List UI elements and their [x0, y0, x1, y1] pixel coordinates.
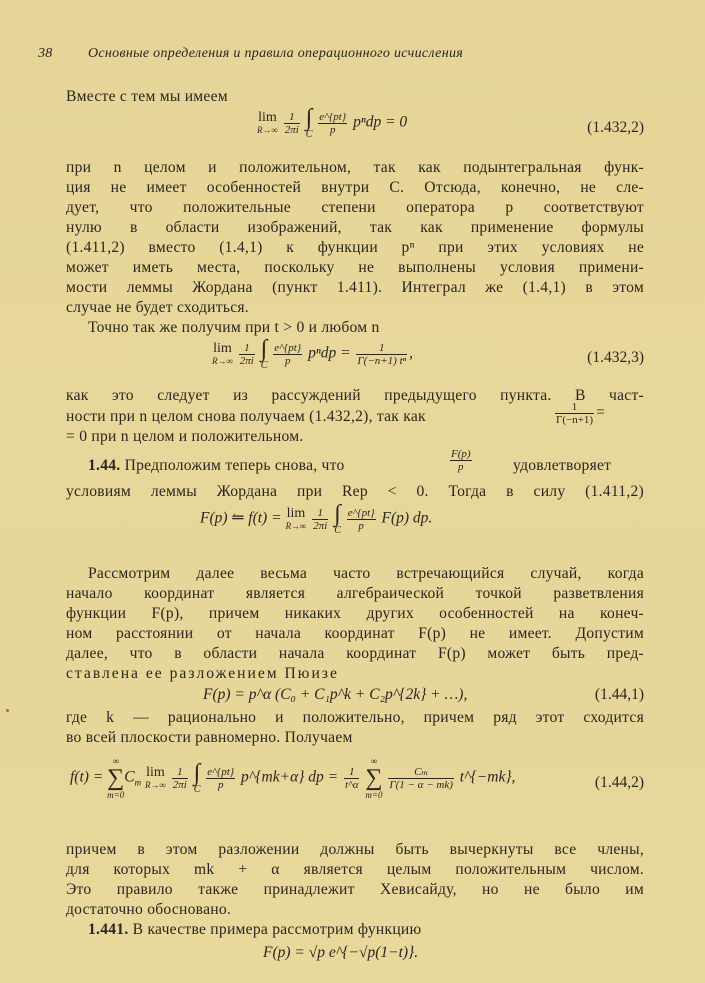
text-line: условиям леммы Жордана при Rep < 0. Тогда в силу (1.411,2) — [66, 483, 644, 500]
sum-sign: ∞ ∑ m=0 — [107, 756, 125, 800]
text-line: Точно так же получим при t > 0 и любом n — [88, 319, 380, 336]
text-line: где k — рационально и положительно, причем ряд этот сходится — [66, 709, 644, 726]
integrand-fraction: $\frac{e\^{}\{pt\}}{p}$ — [319, 110, 347, 136]
equation-1-441: F(p) = √p e^{−√p(1−t)}. — [263, 944, 419, 961]
text-line: удовлетворяет — [513, 457, 612, 474]
text-line: ставлена ее разложением Пюизе — [66, 665, 339, 682]
fraction: $\frac{1}{2\pi i}$ — [239, 341, 254, 367]
integral-sign: ∫ C — [334, 501, 341, 536]
equation-label: (1.44,2) — [594, 774, 644, 791]
inline-Fp-over-p: $\frac{F(p)}{p}$ — [451, 448, 471, 473]
limit-operator: lim R→∞ — [257, 110, 278, 135]
limit-operator: lim R→∞ — [285, 506, 307, 531]
text-line: для которых mk + α является целым положительным числом. — [66, 861, 644, 878]
text-line: дует, что положительные степени оператора p соответствуют — [66, 199, 644, 216]
sum-sign: ∞ ∑ m=0 — [365, 756, 383, 800]
text-line: Это правило также принадлежит Хевисайду, но не было им — [66, 881, 644, 898]
integral-sign: ∫ C — [305, 105, 313, 140]
text-line: начало координат является алгебраической точкой разветвления — [66, 585, 644, 602]
text-line: во всей плоскости равномерно. Получаем — [66, 729, 353, 746]
section-1-44-line: 1.44. Предположим теперь снова, что — [88, 457, 345, 474]
equation-label: (1.432,2) — [587, 119, 644, 136]
text-line: случае не будет сходиться. — [66, 299, 249, 316]
text-line: ция не имеет особенностей внутри C. Отсюда, конечно, не сле- — [66, 179, 644, 196]
margin-ink-mark — [6, 709, 9, 712]
text-line: причем в этом разложении должны быть вычеркнуты все члены, — [66, 841, 644, 858]
section-number: 1.441. — [88, 921, 129, 938]
paragraph-intro: Вместе с тем мы имеем — [66, 88, 228, 105]
text-line: далее, что в области начала координат F(p) может быть пред- — [66, 645, 644, 662]
equation-1-44-2: f(t) = ∞ ∑ m=0 $C_m$ lim R→∞ $\frac{1}{2\pi i}$ ∫ C $\frac{e\^{}\{pt\}}{p}$ p^{mk+α} dp = $\frac{1}{t\^{}\alpha}$ ∞ ∑ m=0 $\frac{\text{Cₘ}}{\Gamma(1 - \alpha - mk)}$ t^{−mk}, — [70, 756, 516, 800]
integrand-fraction: $\frac{e\^{}\{pt\}}{p}$ — [274, 341, 302, 367]
section-1-441-line: 1.441. В качестве примера рассмотрим функцию — [88, 921, 422, 938]
text-line: достаточно обосновано. — [66, 901, 232, 918]
fraction: $\frac{1}{2\pi i}$ — [284, 110, 299, 136]
rhs-fraction: $\frac{1}{\text{Γ(−n+1) tⁿ}}$ — [357, 341, 407, 367]
running-title: Основные определения и правила операционного исчисления — [88, 46, 464, 61]
equation-1-432-2: lim R→∞ $\frac{1}{2\pi i}$ ∫ C $\frac{e\^{}\{pt\}}{p}$ pⁿdp = 0 — [257, 105, 408, 140]
inline-gamma-fraction: $\frac{1}{\Gamma(-n+1)}$ = — [556, 401, 605, 426]
text-line: (1.411,2) вместо (1.4,1) к функции pⁿ при этих условиях не — [66, 239, 644, 256]
integral-sign: ∫ C — [193, 760, 201, 795]
text-line: = 0 при n целом и положительном. — [66, 428, 304, 445]
limit-operator: lim R→∞ — [144, 765, 166, 790]
text-line: при n целом и положительном, так как подынтегральная функ- — [66, 159, 644, 176]
text-line: функции F(p), причем никаких других особенностей на конеч- — [66, 605, 644, 622]
equation-1-432-3: lim R→∞ $\frac{1}{2\pi i}$ ∫ C $\frac{e\^{}\{pt\}}{p}$ pⁿdp = $\frac{1}{\text{Γ(−n+1) tⁿ}}$ , — [212, 336, 413, 371]
equation-label: (1.44,1) — [594, 686, 644, 703]
text-line: как это следует из рассуждений предыдущего пункта. В част- — [66, 387, 644, 404]
limit-operator: lim R→∞ — [212, 341, 233, 366]
integral-sign: ∫ C — [260, 336, 268, 371]
text-line: ности при n целом снова получаем (1.432,2), так как — [66, 408, 426, 425]
text-line: может иметь места, поскольку не выполнены условия примени- — [66, 259, 644, 276]
text-line: ном расстоянии от начала координат F(p) не имеет. Допустим — [66, 625, 644, 642]
equation-label: (1.432,3) — [587, 349, 644, 366]
page-number: 38 — [38, 46, 53, 61]
text-line: Рассмотрим далее весьма часто встречающийся случай, когда — [88, 565, 644, 582]
equation-1-44-1: F(p) = p^α (C₀ + C₁p^k + C₂p^{2k} + …), — [203, 686, 468, 703]
equation-1-44-transform: F(p) ⥪ f(t) = lim R→∞ $\frac{1}{2\pi i}$ ∫ C $\frac{e\^{}\{pt\}}{p}$ F(p) dp. — [200, 501, 433, 536]
text-line: нулю в области изображений, так как применение формулы — [66, 219, 644, 236]
section-number: 1.44. — [88, 457, 121, 474]
text-line: мости леммы Жордана (пункт 1.411). Интеграл же (1.4,1) в этом — [66, 279, 644, 296]
